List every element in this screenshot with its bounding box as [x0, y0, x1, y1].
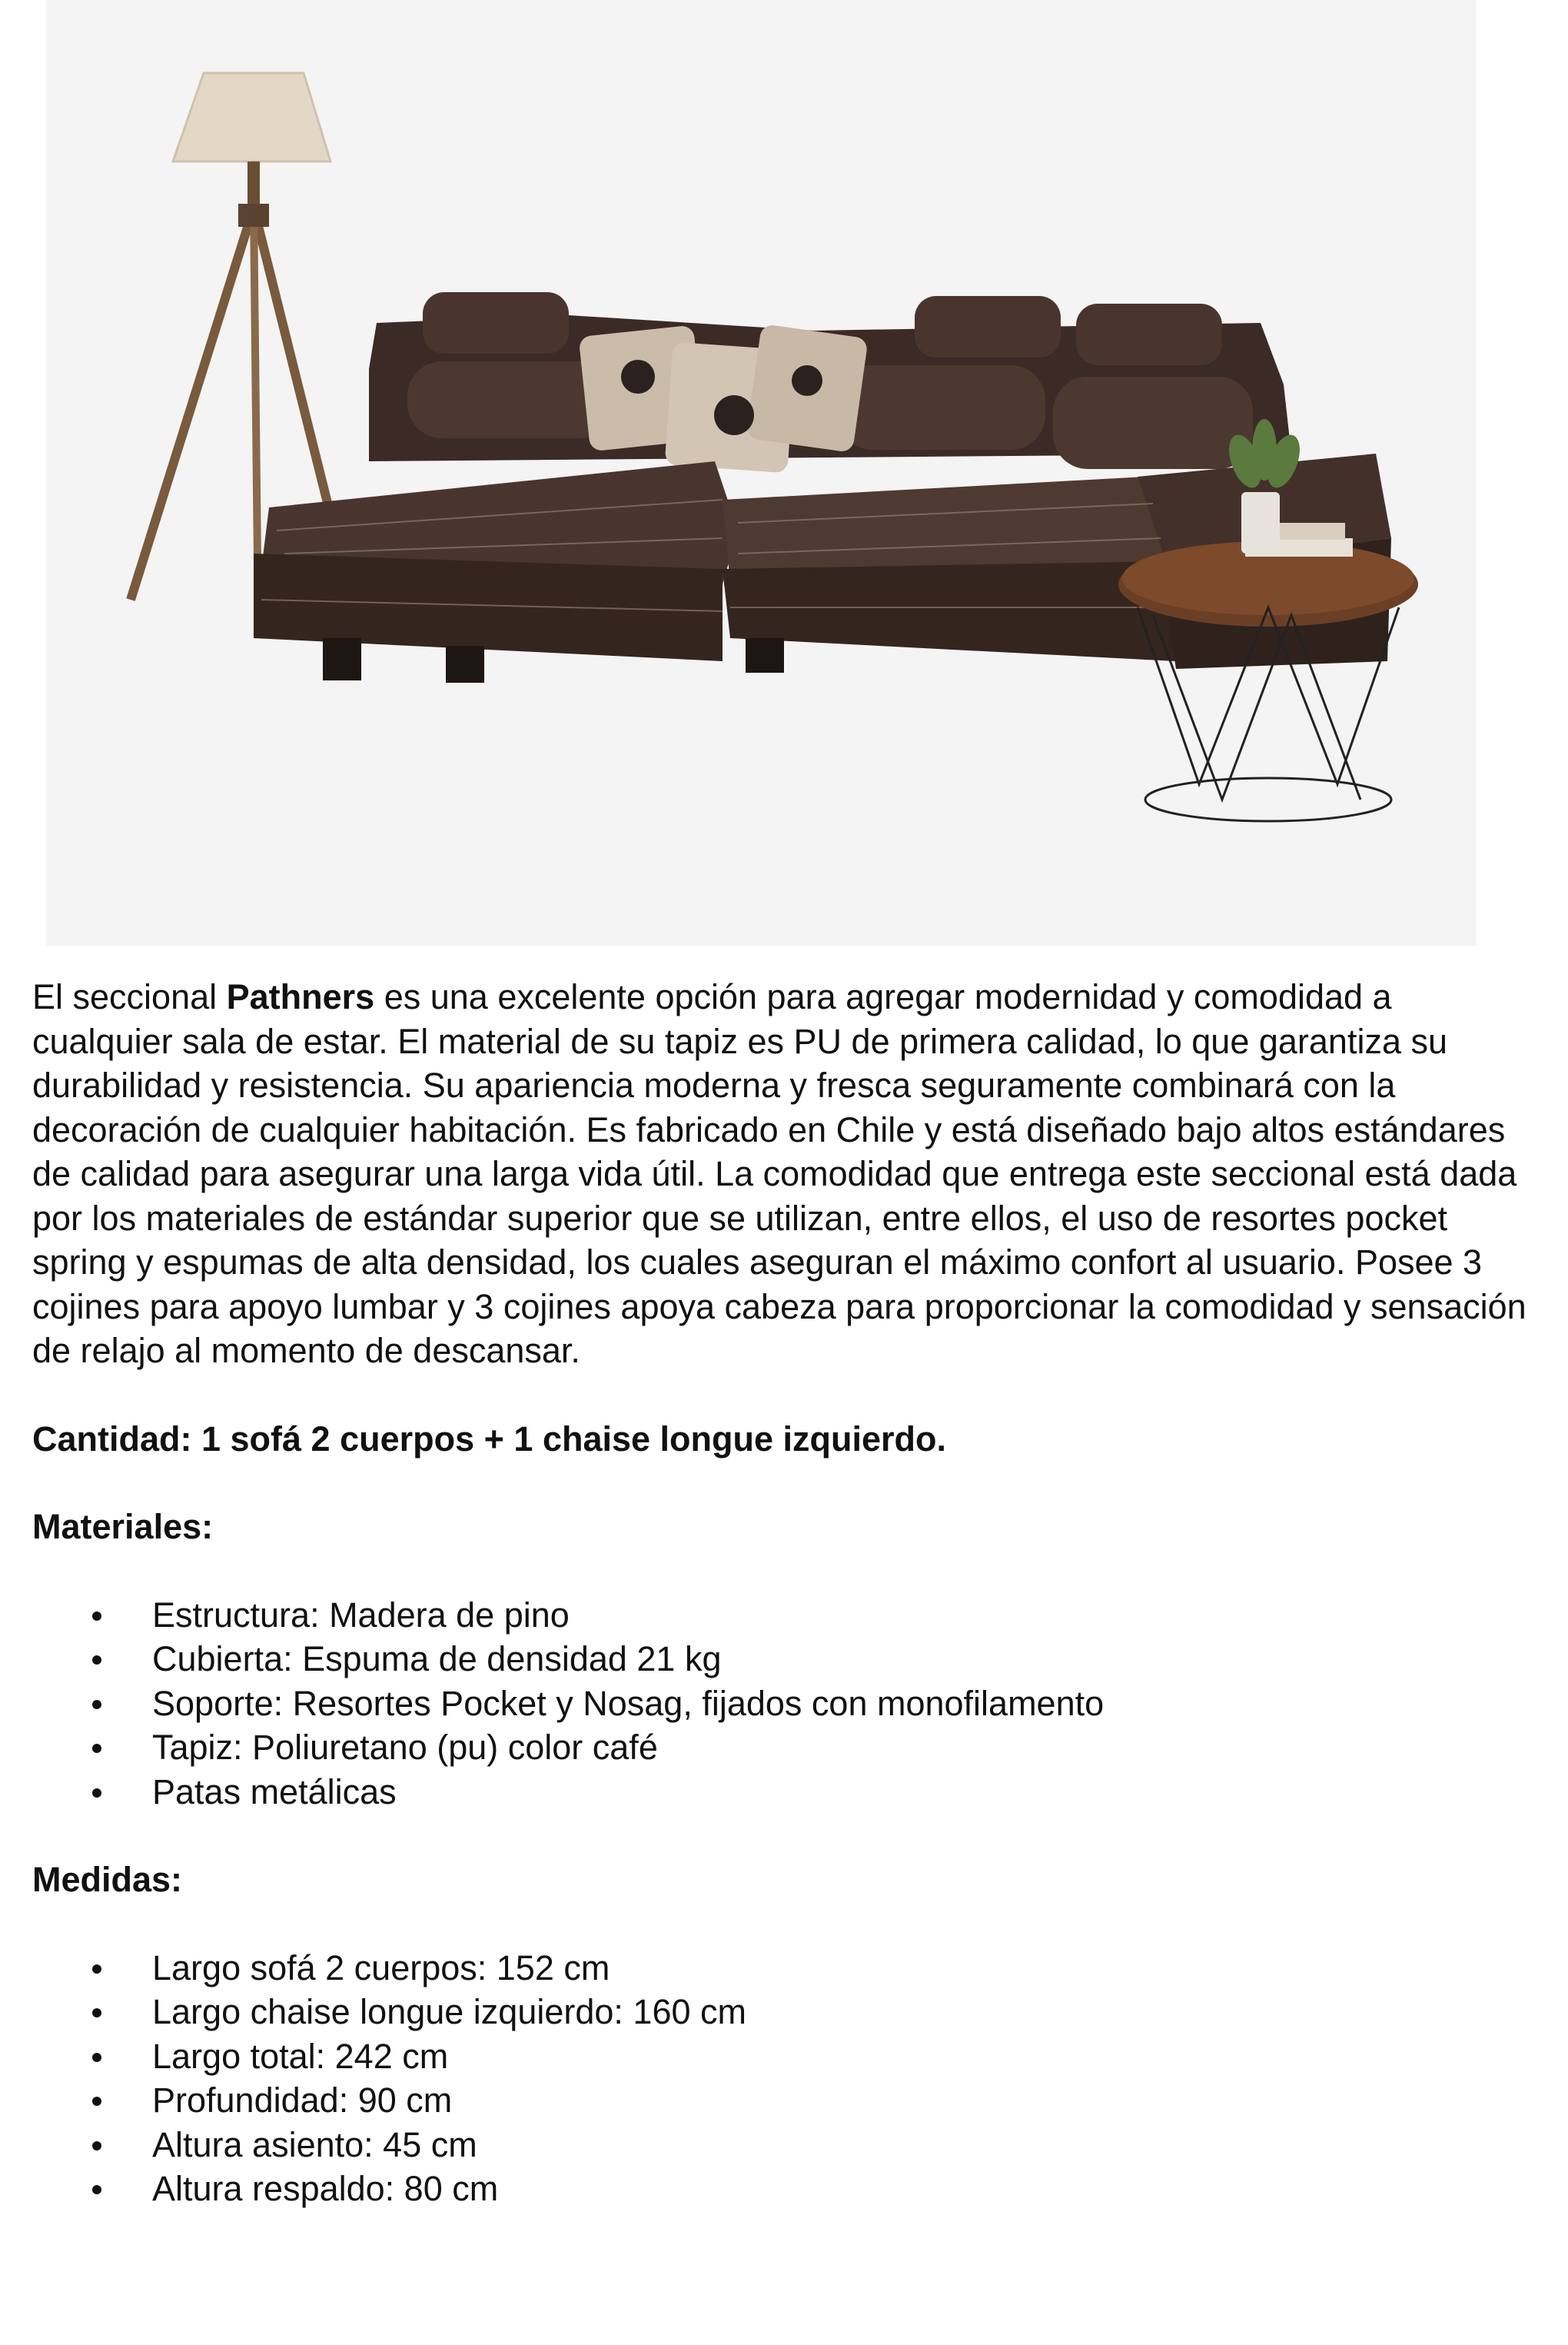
intro-paragraph	[32, 975, 1539, 1373]
list-item-text: Largo total: 242 cm	[152, 2036, 449, 2076]
product-name: Pathners	[226, 977, 375, 1016]
intro-text-start: El seccional	[32, 977, 227, 1016]
list-item-text: Altura respaldo: 80 cm	[152, 2169, 499, 2208]
list-item-text: Cubierta: Espuma de densidad 21 kg	[152, 1639, 722, 1678]
bullet-icon	[92, 1612, 101, 1621]
intro-text-rest: es una excelente opción para agregar modernidad y comodidad a cualquier sala de estar. El material de su tapiz es PU de primera calidad, lo que garantiza su durabilidad y resistencia. Su apariencia moderna y fresca seguramente combinará con la decoración de cualquier habitación. Es fabricado en Chile y está diseñado bajo altos estándares de calidad para asegurar una larga vida útil. La comodidad que entrega este seccional está dada por los materiales de estándar superior que se utilizan, entre ellos, el uso de resortes pocket spring y espumas de alta densidad, los cuales aseguran el máximo confort al usuario. Posee 3 cojines para apoyo lumbar y 3 cojines apoya cabeza para proporcionar la comodidad y sensación de relajo al momento de descansar.	[32, 977, 1526, 1370]
list-item	[32, 1637, 1539, 1681]
list-item	[32, 1946, 1539, 1991]
measures-list	[32, 1946, 1539, 2211]
list-item	[32, 2078, 1539, 2123]
measures-heading: Medidas:	[32, 1860, 183, 1899]
bullet-icon	[92, 1964, 101, 1974]
bullet-icon	[92, 1655, 101, 1665]
bullet-icon	[92, 2097, 101, 2106]
list-item	[32, 1593, 1539, 1638]
bullet-icon	[92, 2185, 101, 2194]
list-item	[32, 1770, 1539, 1814]
list-item-text: Altura asiento: 45 cm	[152, 2124, 477, 2164]
list-item-text: Profundidad: 90 cm	[152, 2081, 453, 2120]
materials-list	[32, 1593, 1539, 1814]
bullet-icon	[92, 2008, 101, 2017]
bullet-icon	[92, 1788, 101, 1798]
list-item-text: Soporte: Resortes Pocket y Nosag, fijados con monofilamento	[152, 1683, 1105, 1723]
list-item	[32, 2167, 1539, 2211]
list-item	[32, 1725, 1539, 1770]
list-item	[32, 1990, 1539, 2034]
list-item	[32, 1681, 1539, 1726]
bullet-icon	[92, 1700, 101, 1709]
list-item-text: Largo sofá 2 cuerpos: 152 cm	[152, 1948, 610, 1987]
bullet-icon	[92, 2053, 101, 2062]
product-description	[32, 975, 1539, 2211]
list-item	[32, 2034, 1539, 2079]
list-item-text: Estructura: Madera de pino	[152, 1595, 570, 1635]
list-item-text: Tapiz: Poliuretano (pu) color café	[152, 1728, 658, 1767]
list-item	[32, 2123, 1539, 2167]
product-photo	[46, 0, 1476, 946]
materials-heading: Materiales:	[32, 1507, 214, 1546]
list-item-text: Largo chaise longue izquierdo: 160 cm	[152, 1992, 746, 2031]
bullet-icon	[92, 2141, 101, 2150]
bullet-icon	[92, 1744, 101, 1753]
quantity-line: Cantidad: 1 sofá 2 cuerpos + 1 chaise longue izquierdo.	[32, 1419, 947, 1459]
list-item-text: Patas metálicas	[152, 1771, 397, 1811]
